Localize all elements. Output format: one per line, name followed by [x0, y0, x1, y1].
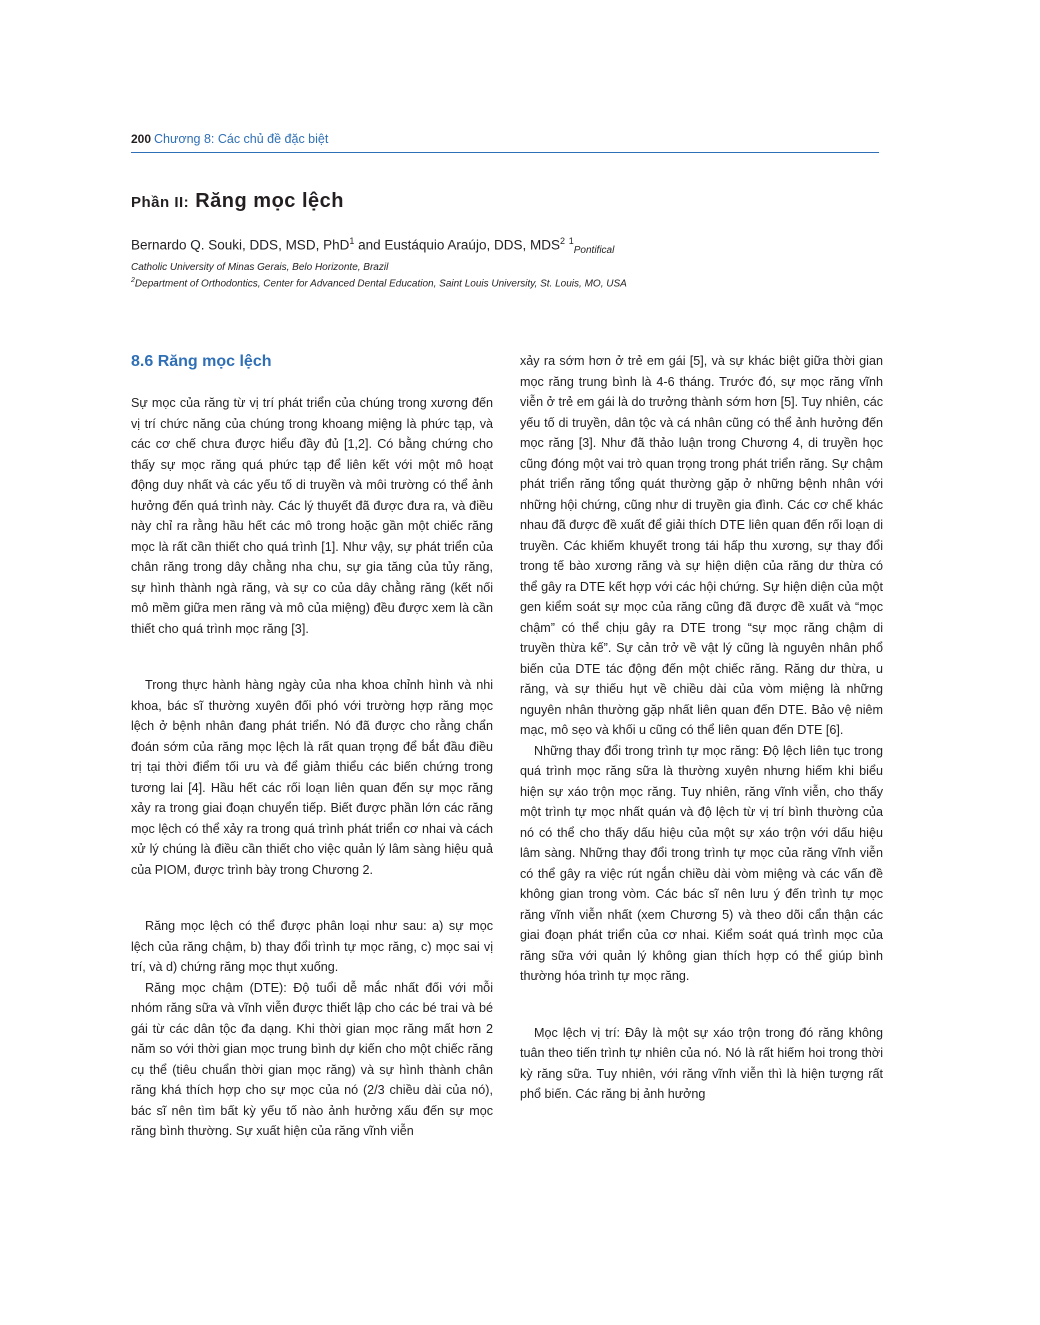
part-prefix: Phần II:: [131, 194, 190, 211]
page-number: 200: [131, 132, 152, 146]
author-connector: and: [354, 237, 385, 253]
left-column: [131, 351, 493, 1142]
paragraph: Mọc lệch vị trí: Đây là một sự xáo trộn trong đó răng không tuân theo tiến trình tự nhiên của nó. Nó là rất hiếm hoi trong thời kỳ răng sữa. Tuy nhiên, với răng vĩnh viễn thì là hiện tượng rất phổ biến. Các răng bị ảnh hưởng: [520, 1025, 883, 1101]
paragraph: Sự mọc của răng từ vị trí phát triển của chúng trong xương đến vị trí chức năng của chúng trong khoang miệng là phức tạp, và các cơ chế chưa được hiểu đầy đủ [1,2]. Có bằng chứng cho thấy sự mọc răng quá phức tạp để liên kết với một mô hoạt động duy nhất và các yếu tố di truyền và môi trường có thể ảnh hưởng đến quá trình này. Các lý thuyết đã được đưa ra, và điều này chỉ ra rằng hầu hết các mô trong hoặc gần một chiếc răng mọc là rất cần thiết cho quá trình [1]. Như vậy, sự phát triển của chân răng trong dây chằng nha chu, sự gia tăng của tủy răng, sự hình thành ngà răng, và sự co của dây chằng răng (kết nối mô mềm giữa men răng và mô của miệng) đều được xem là cần thiết cho quá trình mọc răng [3].: [131, 396, 493, 636]
section-title: 8.6 Răng mọc lệch: [131, 353, 272, 370]
paragraph: Những thay đổi trong trình tự mọc răng: Độ lệch liên tục trong quá trình mọc răng sữa là thường xuyên nhưng hiếm khi biểu hiện sự xáo trộn mọc răng. Tuy nhiên, răng vĩnh viễn, cho thấy một trình tự mọc nhất quán và độ lệch từ vị trí bình thường của nó có thể cho thấy dấu hiệu của một sự xáo trộn với dấu hiệu lâm sàng. Những thay đổi trong trình tự mọc của răng vĩnh viễn có thể gây ra việc rút ngắn chiều dài vòm miệng và các vấn đề không gian trong vòm. Các bác sĩ nên lưu ý đến trình tự mọc răng vĩnh viễn nhất (xem Chương 5) và theo dõi cẩn thận các giai đoạn phát triển của cơ nhai. Kiểm soát quá trình mọc của răng sữa với quản lý không gian thích hợp có thể giúp bình thường hóa trình tự mọc răng.: [520, 743, 883, 983]
running-header: [131, 130, 879, 153]
right-column: [520, 351, 883, 1105]
paragraph: Trong thực hành hàng ngày của nha khoa chỉnh hình và nhi khoa, bác sĩ thường xuyên đối phó với trường hợp răng mọc lệch ở bệnh nhân đang phát triển. Nó đã được cho rằng chẩn đoán sớm của răng mọc lệch là rất quan trọng để bắt đầu điều trị tại thời điểm tối ưu và để giảm thiểu các biến chứng trong tương lai [4]. Hầu hết các rối loạn liên quan đến sự mọc răng xảy ra trong giai đoạn chuyển tiếp. Biết được phần lớn các răng mọc lệch có thể xảy ra trong quá trình phát triển cơ nhai và cách xử lý chúng là điều cần thiết cho việc quản lý lâm sàng hiệu quả của PIOM, được trình bày trong Chương 2.: [131, 678, 493, 877]
affil-marker: 1: [568, 236, 574, 246]
author-line: [131, 236, 891, 256]
paragraph: Răng mọc lệch có thể được phân loại như sau: a) sự mọc lệch của răng chậm, b) thay đổi trình tự mọc răng, c) mọc sai vị trí, và d) chứng răng mọc thụt xuống.: [131, 919, 493, 974]
affiliation-2-sup: 2: [131, 277, 135, 284]
author-1-sup: 1: [349, 236, 355, 246]
author-2-sup: 2: [559, 236, 565, 246]
chapter-title: Chương 8: Các chủ đề đặc biệt: [154, 132, 329, 146]
author-1: Bernardo Q. Souki, DDS, MSD, PhD: [131, 237, 350, 253]
author-2: Eustáquio Araújo, DDS, MDS: [384, 237, 560, 253]
affiliations: [131, 261, 891, 290]
paragraph: xảy ra sớm hơn ở trẻ em gái [5], và sự khác biệt giữa thời gian mọc răng trung bình là 4-6 tháng. Trước đó, sự mọc răng vĩnh viễn ở trẻ em gái là do trưởng thành sớm hơn [5]. Tuy nhiên, các yếu tố di truyền, dân tộc và cá nhân cũng có thể ảnh hưởng đến mọc răng [3]. Như đã thảo luận trong Chương 4, di truyền học cũng đóng một vai trò quan trọng trong phát triển răng. Sự chậm phát triển răng tổng quát thường gặp ở những bệnh nhân với những hội chứng, cũng như di truyền gia đình. Các cơ chế khác nhau đã được đề xuất để giải thích DTE liên quan đến rối loạn di truyền. Các khiếm khuyết trong tái hấp thu xương, sự thay đổi trong tế bào xương răng và sự hiện diện của răng dư thừa có thể gây ra DTE kết hợp với các hội chứng. Sự hiện diện của một gen kiểm soát sự mọc của răng cũng đã được đề xuất và “mọc chậm” có thể chịu gây ra DTE trong “sự mọc răng chậm di truyền thừa kế”. Sự cản trở về vật lý cũng là nguyên nhân phổ biến của DTE tác động đến một chiếc răng. Răng dư thừa, u răng, và sự thiếu hụt về chiều dài của vòm miệng là những nguyên nhân thường gặp nhất liên quan đến DTE. Bảo vệ niêm mạc, mô sẹo và khối u cũng có thể liên quan đến DTE [6].: [520, 354, 883, 737]
affil-start: Pontifical: [573, 245, 615, 257]
affiliation-2: Department of Orthodontics, Center for Advanced Dental Education, Saint Louis University, St. Louis, MO, USA: [134, 278, 627, 290]
affiliation-1: Catholic University of Minas Gerais, Belo Horizonte, Brazil: [131, 262, 389, 273]
part-heading: Răng mọc lệch: [195, 190, 344, 212]
affiliation-2-line: [131, 274, 891, 290]
part-title: [131, 190, 344, 213]
paragraph: Răng mọc chậm (DTE): Độ tuổi dễ mắc nhất đối với mỗi nhóm răng sữa và vĩnh viễn được thiết lập cho các bé trai và bé gái từ các dân tộc đa dạng. Khi thời gian mọc răng mất hơn 2 năm so với thời gian mọc trung bình dự kiến cho một chiếc răng cụ thể (tiêu chuẩn thời gian mọc răng) và sự hình thành chân răng khá thích hợp cho sự mọc của nó (2/3 chiều dài của nó), bác sĩ nên tìm bất kỳ yếu tố nào ảnh hưởng xấu đến sự mọc răng bình thường. Sự xuất hiện của răng vĩnh viễn: [131, 980, 493, 1138]
